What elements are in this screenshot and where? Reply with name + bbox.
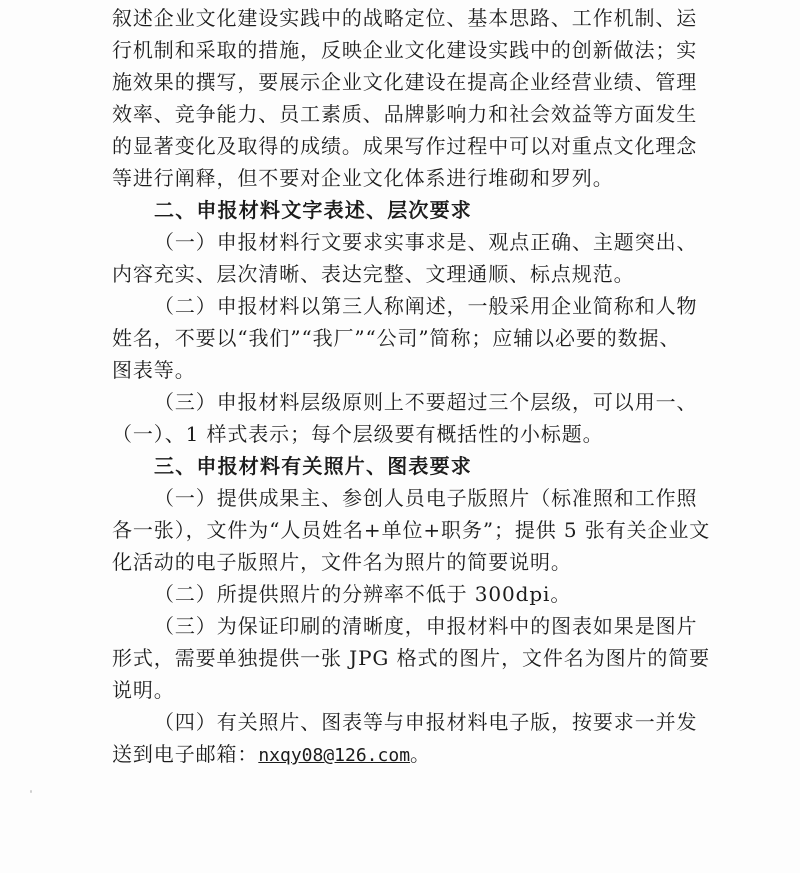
section-3-item-4-line: （四）有关照片、图表等与申报材料电子版，按要求一并发 bbox=[154, 710, 698, 734]
section-2-item-2-line: 图表等。 bbox=[112, 358, 196, 382]
body-line: 施效果的撰写，要展示企业文化建设在提高企业经营业绩、管理 bbox=[112, 70, 698, 94]
section-3-item-1-line: 各一张），文件为“人员姓名+单位+职务”；提供 5 张有关企业文 bbox=[112, 518, 711, 542]
body-line: 等进行阐释，但不要对企业文化体系进行堆砌和罗列。 bbox=[112, 166, 614, 190]
document-body bbox=[112, 2, 712, 770]
body-line: 的显著变化及取得的成绩。成果写作过程中可以对重点文化理念 bbox=[112, 134, 698, 158]
section-3-item-1-line: （一）提供成果主、参创人员电子版照片（标准照和工作照 bbox=[154, 486, 698, 510]
body-line: 行机制和采取的措施，反映企业文化建设实践中的创新做法；实 bbox=[112, 38, 698, 62]
section-2-item-3-line: （三）申报材料层级原则上不要超过三个层级，可以用一、 bbox=[154, 390, 698, 414]
section-3-item-1-line: 化活动的电子版照片，文件名为照片的简要说明。 bbox=[112, 550, 572, 574]
body-line: 叙述企业文化建设实践中的战略定位、基本思路、工作机制、运 bbox=[112, 6, 698, 30]
section-3-item-3-line: 说明。 bbox=[112, 678, 175, 702]
body-line: 效率、竞争能力、员工素质、品牌影响力和社会效益等方面发生 bbox=[112, 102, 698, 126]
section-2-heading: 二、申报材料文字表述、层次要求 bbox=[154, 198, 472, 222]
email-prefix: 送到电子邮箱： bbox=[112, 742, 259, 766]
section-2-item-1-line: 内容充实、层次清晰、表达完整、文理通顺、标点规范。 bbox=[112, 262, 635, 286]
email-line bbox=[112, 738, 712, 770]
section-3-item-3-line: （三）为保证印刷的清晰度，申报材料中的图表如果是图片 bbox=[154, 614, 698, 638]
section-2-item-1-line: （一）申报材料行文要求实事求是、观点正确、主题突出、 bbox=[154, 230, 698, 254]
section-3-heading: 三、申报材料有关照片、图表要求 bbox=[154, 454, 472, 478]
section-2-item-3-line: （一）、1 样式表示；每个层级要有概括性的小标题。 bbox=[112, 422, 604, 446]
section-3-item-3-line: 形式，需要单独提供一张 JPG 格式的图片，文件名为图片的简要 bbox=[112, 646, 711, 670]
email-suffix: 。 bbox=[410, 742, 431, 766]
section-3-item-2-line: （二）所提供照片的分辨率不低于 300dpi。 bbox=[154, 582, 572, 606]
section-2-item-2-line: 姓名，不要以“我们”“我厂”“公司”简称；应辅以必要的数据、 bbox=[112, 326, 681, 350]
scan-speck bbox=[30, 790, 32, 793]
email-link[interactable]: nxqy08@126.com bbox=[258, 745, 411, 766]
section-2-item-2-line: （二）申报材料以第三人称阐述，一般采用企业简称和人物 bbox=[154, 294, 698, 318]
